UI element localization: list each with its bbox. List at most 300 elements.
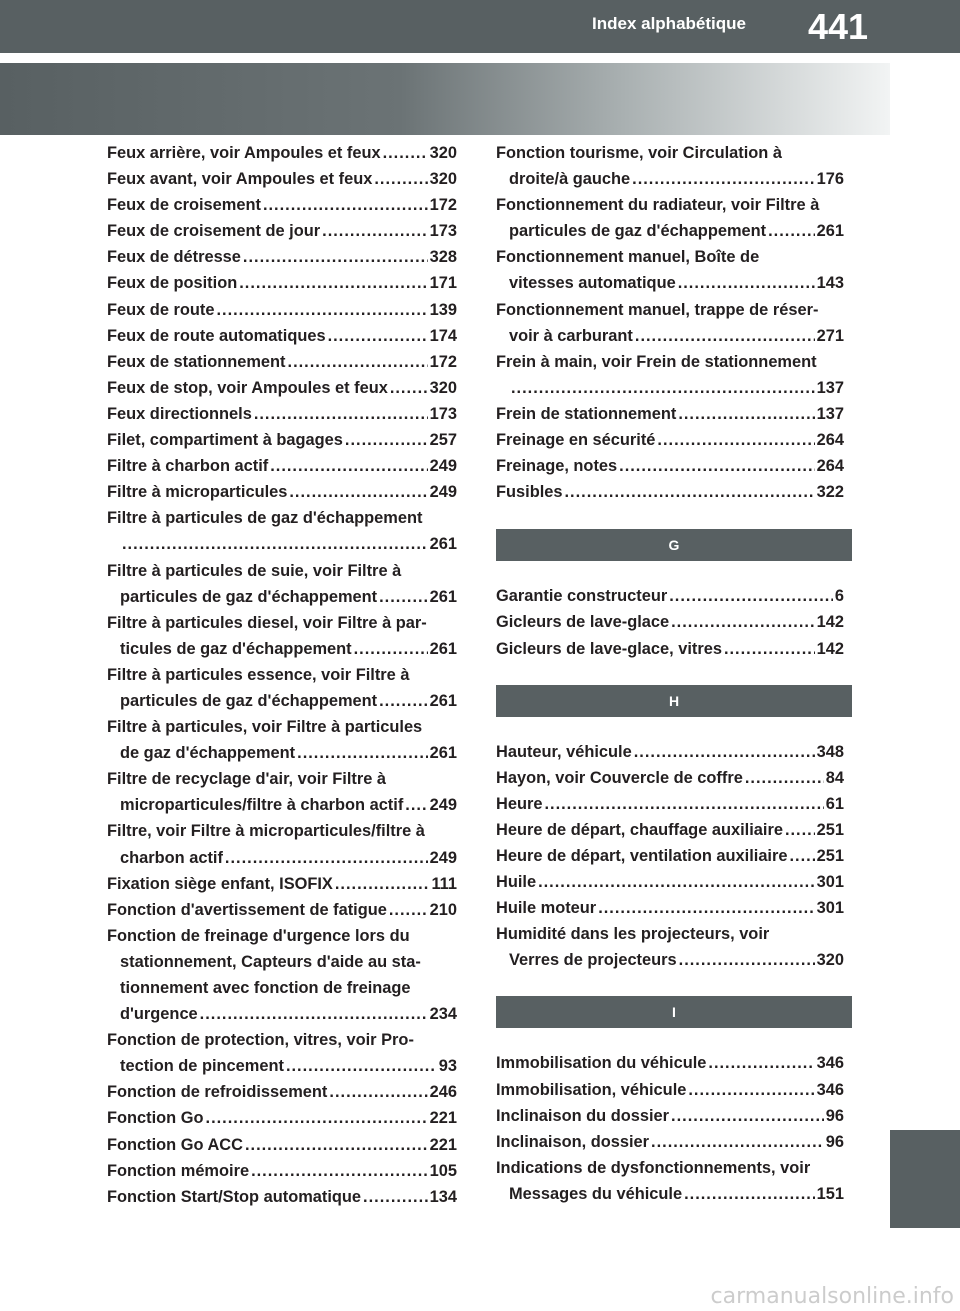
index-entry-line — [107, 1158, 457, 1184]
index-entry-page: 246 — [429, 1083, 457, 1102]
leader-dots — [354, 636, 428, 662]
index-entry-line — [496, 479, 844, 505]
index-entry-line — [107, 1001, 457, 1027]
leader-dots — [678, 401, 814, 427]
index-entry-text: Filtre à particules de suie, voir Filtre à — [107, 561, 402, 580]
index-entry-line — [496, 791, 844, 817]
index-entry — [107, 1132, 457, 1158]
leader-dots — [669, 583, 833, 609]
index-entry — [107, 505, 457, 557]
index-entry-text: Fonctionnement du radiateur, voir Filtre à — [496, 196, 820, 215]
index-entry-text: Messages du véhicule — [509, 1184, 683, 1203]
index-entry-text: voir à carburant — [509, 326, 633, 345]
leader-dots — [335, 871, 430, 897]
index-entry-text: droite/à gauche — [509, 170, 631, 189]
index-entry-text: Fonction d'avertissement de fatigue — [107, 900, 387, 919]
index-entry — [107, 192, 457, 218]
index-entry-text: Immobilisation du véhicule — [496, 1054, 707, 1073]
leader-dots — [671, 1103, 824, 1129]
index-entry-page: 348 — [816, 742, 844, 761]
index-column-left — [107, 140, 457, 1210]
index-entry-page: 249 — [429, 457, 457, 476]
index-entry-text: Huile moteur — [496, 899, 597, 918]
index-entry-text: Filtre à charbon actif — [107, 457, 269, 476]
index-entry-line — [496, 401, 844, 427]
index-entry-page: 172 — [429, 352, 457, 371]
index-entry-page: 261 — [816, 222, 844, 241]
leader-dots — [511, 375, 815, 401]
leader-dots — [270, 453, 427, 479]
index-entry-line — [496, 1077, 844, 1103]
index-entry-text: Fonctionnement manuel, trappe de réser- — [496, 300, 819, 319]
index-entry-text: Feux de route — [107, 300, 215, 319]
index-entry-text: Fonction tourisme, voir Circulation à — [496, 144, 782, 162]
index-entry — [107, 349, 457, 375]
index-entry — [107, 1184, 457, 1210]
leader-dots — [289, 479, 427, 505]
index-entry-text: Heure de départ, chauffage auxiliaire — [496, 820, 783, 839]
index-entry-text: Hayon, voir Couvercle de coffre — [496, 768, 743, 787]
index-entry — [496, 1155, 844, 1207]
index-entry-text: Filtre à particules, voir Filtre à particules — [107, 718, 423, 737]
index-entry-line — [107, 714, 457, 740]
leader-dots — [239, 270, 427, 296]
leader-dots — [245, 1132, 428, 1158]
index-entry-text: Feux avant, voir Ampoules et feux — [107, 170, 373, 189]
index-entry-line — [107, 558, 457, 584]
index-entry-text: Filtre de recyclage d'air, voir Filtre à — [107, 770, 387, 789]
leader-dots — [379, 584, 428, 610]
leader-dots — [688, 1077, 814, 1103]
leader-dots — [122, 531, 428, 557]
leader-dots — [678, 270, 815, 296]
leader-dots — [263, 192, 428, 218]
index-entry-line — [107, 218, 457, 244]
index-entry-page: 249 — [429, 848, 457, 867]
index-entry — [107, 244, 457, 270]
index-entry-page: 96 — [825, 1132, 844, 1151]
index-entry-page: 320 — [429, 144, 457, 162]
index-entry-page: 264 — [816, 457, 844, 476]
index-entry-page: 173 — [429, 404, 457, 423]
index-entry-line — [496, 427, 844, 453]
index-entry-line — [107, 192, 457, 218]
index-column-right — [496, 140, 844, 1207]
index-entry-line — [496, 1155, 844, 1181]
index-entry-line — [107, 923, 457, 949]
index-entry-text: particules de gaz d'échappement — [120, 691, 378, 710]
index-entry — [496, 192, 844, 244]
index-entry — [496, 895, 844, 921]
index-entry-line — [107, 610, 457, 636]
index-entry-text: Filtre à microparticules — [107, 483, 288, 502]
index-entry — [496, 869, 844, 895]
index-entry-text: Heure de départ, ventilation auxiliaire — [496, 846, 788, 865]
index-entry-text: Frein de stationnement — [496, 404, 677, 423]
index-entry-text: Freinage en sécurité — [496, 431, 656, 450]
leader-dots — [200, 1001, 428, 1027]
index-entry-line — [107, 740, 457, 766]
index-entry — [496, 636, 844, 662]
index-entry-line — [107, 140, 457, 166]
index-entry-text: Indications de dysfonctionnements, voir — [496, 1158, 811, 1177]
index-entry-line — [496, 166, 844, 192]
index-entry-line — [107, 479, 457, 505]
index-entry-line — [107, 1053, 457, 1079]
index-entry-page: 257 — [429, 431, 457, 450]
index-entry-text: Fonction de protection, vitres, voir Pro- — [107, 1031, 414, 1050]
index-entry-text: Huile — [496, 873, 537, 892]
index-entry-line — [107, 975, 457, 1001]
index-entry-page: 346 — [816, 1054, 844, 1073]
index-entry-page: 261 — [429, 587, 457, 606]
leader-dots — [405, 792, 427, 818]
index-entry — [496, 765, 844, 791]
index-entry-text: Feux de stop, voir Ampoules et feux — [107, 378, 388, 397]
index-entry-line — [107, 323, 457, 349]
index-entry — [496, 739, 844, 765]
index-entry-page: 173 — [429, 222, 457, 241]
index-entry-page: 221 — [429, 1135, 457, 1154]
index-entry — [496, 791, 844, 817]
leader-dots — [383, 140, 428, 166]
leader-dots — [328, 323, 428, 349]
header-bar — [0, 0, 960, 53]
index-entry-line — [496, 453, 844, 479]
index-entry-page: 176 — [816, 170, 844, 189]
index-entry-text: Fusibles — [496, 483, 563, 502]
index-entry-text: vitesses automatique — [509, 274, 676, 293]
leader-dots — [345, 427, 428, 453]
index-entry-text: Heure — [496, 794, 543, 813]
index-entry — [496, 427, 844, 453]
index-entry — [496, 921, 844, 973]
index-entry-text: Hauteur, véhicule — [496, 742, 632, 761]
index-entry-page: 261 — [429, 744, 457, 763]
index-entry-page: 261 — [429, 639, 457, 658]
index-entry-text: stationnement, Capteurs d'aide au sta- — [120, 952, 421, 971]
index-entry-page: 320 — [429, 378, 457, 397]
index-entry-text: Garantie constructeur — [496, 587, 668, 606]
index-entry-text: Fonction Start/Stop automatique — [107, 1187, 362, 1206]
index-entry — [107, 479, 457, 505]
index-entry — [107, 401, 457, 427]
section-letter: G — [668, 537, 680, 554]
index-entry — [107, 270, 457, 296]
index-entry-line — [496, 375, 844, 401]
index-entry-text: Fonction Go — [107, 1109, 204, 1128]
index-entry — [107, 1105, 457, 1131]
index-entry-page: 6 — [834, 587, 844, 606]
index-entry-text: Filtre à particules diesel, voir Filtre à par- — [107, 613, 427, 632]
leader-dots — [379, 688, 428, 714]
index-entry — [107, 766, 457, 818]
leader-dots — [565, 479, 815, 505]
index-entry-page: 322 — [816, 483, 844, 502]
section-letter: H — [668, 692, 680, 709]
section-letter-bar — [496, 996, 852, 1028]
index-entry-line — [496, 921, 844, 947]
index-entry-text: Frein à main, voir Frein de stationnement — [496, 352, 817, 371]
index-entry-page: 93 — [438, 1057, 457, 1076]
index-entry-line — [107, 845, 457, 871]
index-entry-line — [496, 843, 844, 869]
index-entry — [107, 218, 457, 244]
index-entry — [496, 817, 844, 843]
index-entry — [496, 1129, 844, 1155]
index-entry-page: 346 — [816, 1080, 844, 1099]
index-entry-page: 143 — [816, 274, 844, 293]
index-entry-text: Verres de projecteurs — [509, 951, 677, 970]
index-entry-line — [496, 1103, 844, 1129]
index-entry-text: Inclinaison, dossier — [496, 1132, 650, 1151]
index-entry-text: Filtre à particules essence, voir Filtre à — [107, 665, 410, 684]
index-entry-line — [496, 192, 844, 218]
index-entry — [496, 349, 844, 401]
index-entry — [107, 610, 457, 662]
index-entry-line — [107, 375, 457, 401]
index-entry-line — [496, 270, 844, 296]
leader-dots — [329, 1079, 427, 1105]
leader-dots — [254, 401, 428, 427]
index-entry — [496, 140, 844, 192]
index-entry — [107, 1158, 457, 1184]
index-entry — [496, 297, 844, 349]
index-entry — [107, 662, 457, 714]
index-entry-text: Filet, compartiment à bagages — [107, 431, 343, 450]
index-entry — [107, 558, 457, 610]
index-entry-line — [496, 1050, 844, 1076]
index-entry-line — [107, 949, 457, 975]
index-entry-text: d'urgence — [120, 1005, 198, 1024]
index-entry-page: 221 — [429, 1109, 457, 1128]
index-entry-text: Feux arrière, voir Ampoules et feux — [107, 144, 381, 162]
index-entry-line — [107, 505, 457, 531]
index-entry — [107, 923, 457, 1027]
leader-dots — [538, 869, 815, 895]
page-number: 441 — [808, 6, 869, 47]
leader-dots — [286, 1053, 437, 1079]
leader-dots — [671, 609, 815, 635]
index-entry-text: Feux de détresse — [107, 248, 241, 267]
index-entry — [107, 297, 457, 323]
index-entry-line — [496, 609, 844, 635]
index-entry-line — [496, 739, 844, 765]
leader-dots — [374, 166, 427, 192]
index-entry-line — [496, 765, 844, 791]
index-entry-page: 301 — [816, 873, 844, 892]
index-entry-text: Inclinaison du dossier — [496, 1106, 670, 1125]
leader-dots — [635, 323, 815, 349]
index-entry-text: Feux de stationnement — [107, 352, 286, 371]
index-entry-page: 261 — [429, 691, 457, 710]
index-entry — [496, 453, 844, 479]
index-entry-line — [107, 766, 457, 792]
index-entry-line — [107, 297, 457, 323]
index-entry — [496, 609, 844, 635]
index-entry-text: Fonction mémoire — [107, 1161, 250, 1180]
leader-dots — [363, 1184, 428, 1210]
index-entry-line — [496, 140, 844, 166]
leader-dots — [657, 427, 814, 453]
index-entry-page: 320 — [816, 951, 844, 970]
index-entry-text: ticules de gaz d'échappement — [120, 639, 352, 658]
index-entry-line — [496, 583, 844, 609]
leader-dots — [598, 895, 814, 921]
index-entry — [107, 375, 457, 401]
index-entry-text: de gaz d'échappement — [120, 744, 296, 763]
index-entry — [107, 897, 457, 923]
index-entry-page: 271 — [816, 326, 844, 345]
leader-dots — [684, 1181, 815, 1207]
index-entry-line — [496, 297, 844, 323]
index-entry — [107, 818, 457, 870]
index-entry — [496, 244, 844, 296]
index-entry-text: Fonction de refroidissement — [107, 1083, 328, 1102]
index-entry — [107, 166, 457, 192]
index-entry — [107, 1027, 457, 1079]
index-entry-line — [496, 1129, 844, 1155]
section-title: Index alphabétique — [592, 14, 746, 33]
index-entry-line — [107, 1132, 457, 1158]
section-letter-bar — [496, 529, 852, 561]
leader-dots — [322, 218, 428, 244]
index-entry-text: tionnement avec fonction de freinage — [120, 979, 411, 997]
index-entry-text: Feux de croisement de jour — [107, 222, 321, 241]
index-entry-text: Fonction de freinage d'urgence lors du — [107, 926, 410, 945]
index-entry-text: Fonction Go ACC — [107, 1135, 243, 1154]
leader-dots — [297, 740, 428, 766]
index-entry-page: 328 — [429, 248, 457, 267]
index-entry-text: Freinage, notes — [496, 457, 618, 476]
decorative-gradient-band — [0, 63, 890, 135]
index-entry-line — [107, 1184, 457, 1210]
index-entry-page: 61 — [825, 794, 844, 813]
index-entry-line — [107, 1105, 457, 1131]
leader-dots — [651, 1129, 824, 1155]
index-entry-page: 134 — [429, 1187, 457, 1206]
index-entry-text: Gicleurs de lave-glace, vitres — [496, 639, 722, 658]
leader-dots — [619, 453, 815, 479]
index-entry — [496, 843, 844, 869]
leader-dots — [251, 1158, 428, 1184]
index-entry-line — [107, 401, 457, 427]
leader-dots — [288, 349, 428, 375]
index-entry-text: Immobilisation, véhicule — [496, 1080, 687, 1099]
index-entry-line — [107, 349, 457, 375]
index-entry-text: Feux de route automatiques — [107, 326, 326, 345]
index-entry-page: 210 — [429, 900, 457, 919]
index-entry-page: 171 — [429, 274, 457, 293]
index-entry-line — [107, 1027, 457, 1053]
index-entry-line — [107, 270, 457, 296]
index-entry-text: particules de gaz d'échappement — [120, 587, 378, 606]
index-entry-line — [107, 244, 457, 270]
index-entry-page: 111 — [431, 874, 457, 893]
section-letter: I — [672, 1004, 676, 1021]
index-entry-line — [496, 349, 844, 375]
index-entry-page: 142 — [816, 613, 844, 632]
index-entry-line — [107, 1079, 457, 1105]
index-entry-text: Filtre à particules de gaz d'échappement — [107, 509, 423, 528]
index-entry — [496, 401, 844, 427]
leader-dots — [708, 1050, 814, 1076]
index-entry — [107, 714, 457, 766]
index-entry-text: Feux directionnels — [107, 404, 252, 423]
index-entry-text: charbon actif — [120, 848, 223, 867]
leader-dots — [390, 375, 428, 401]
index-entry — [496, 1077, 844, 1103]
index-entry-line — [107, 688, 457, 714]
index-entry-line — [107, 427, 457, 453]
index-entry — [107, 1079, 457, 1105]
index-entry-text: microparticules/filtre à charbon actif — [120, 796, 404, 815]
index-entry-text: particules de gaz d'échappement — [509, 222, 767, 241]
section-letter-bar — [496, 685, 852, 717]
index-entry — [107, 427, 457, 453]
index-entry-line — [496, 323, 844, 349]
index-entry — [496, 1050, 844, 1076]
index-entry-page: 251 — [816, 820, 844, 839]
chapter-tab — [890, 1130, 960, 1228]
index-entry-text: Fixation siège enfant, ISOFIX — [107, 874, 333, 893]
index-entry-line — [107, 636, 457, 662]
leader-dots — [634, 739, 815, 765]
leader-dots — [389, 897, 428, 923]
index-entry — [107, 140, 457, 166]
index-entry — [496, 583, 844, 609]
index-entry-line — [496, 947, 844, 973]
index-entry-text: Gicleurs de lave-glace — [496, 613, 670, 632]
index-entry-page: 301 — [816, 899, 844, 918]
index-entry-page: 172 — [429, 196, 457, 215]
index-entry — [107, 871, 457, 897]
index-entry-line — [107, 662, 457, 688]
index-entry-text: Humidité dans les projecteurs, voir — [496, 925, 770, 944]
index-entry-page: 234 — [429, 1005, 457, 1024]
index-entry-text: Feux de position — [107, 274, 238, 293]
index-entry-line — [107, 531, 457, 557]
leader-dots — [768, 218, 815, 244]
index-entry-page: 174 — [429, 326, 457, 345]
index-entry-page: 261 — [429, 535, 457, 554]
leader-dots — [679, 947, 815, 973]
leader-dots — [789, 843, 814, 869]
index-entry-line — [107, 792, 457, 818]
index-entry-line — [496, 895, 844, 921]
index-entry — [107, 453, 457, 479]
index-entry-page: 139 — [429, 300, 457, 319]
index-entry-text: Fonctionnement manuel, Boîte de — [496, 248, 760, 267]
index-entry — [107, 323, 457, 349]
index-entry-text: tection de pincement — [120, 1057, 284, 1076]
leader-dots — [745, 765, 824, 791]
index-entry-page: 264 — [816, 431, 844, 450]
leader-dots — [785, 817, 815, 843]
leader-dots — [724, 636, 815, 662]
leader-dots — [216, 297, 427, 323]
index-entry-line — [496, 218, 844, 244]
index-entry — [496, 1103, 844, 1129]
index-entry-page: 320 — [429, 170, 457, 189]
watermark: carmanualsonline.info — [710, 1284, 954, 1309]
leader-dots — [206, 1105, 428, 1131]
index-entry-page: 137 — [816, 404, 844, 423]
index-entry-page: 251 — [816, 846, 844, 865]
index-entry-line — [107, 453, 457, 479]
leader-dots — [243, 244, 428, 270]
index-entry-text: Filtre, voir Filtre à microparticules/filtre à — [107, 822, 425, 841]
